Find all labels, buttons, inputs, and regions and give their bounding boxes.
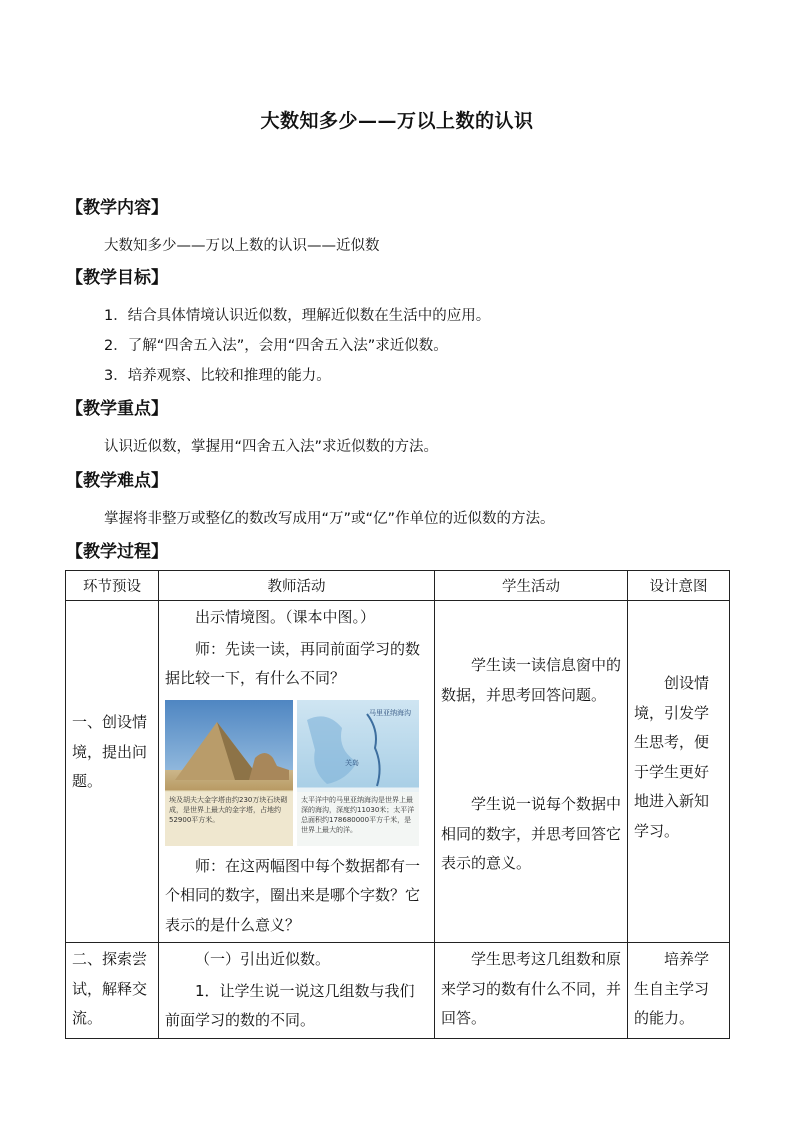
teacher-text-1: （一）引出近似数。 <box>195 950 331 968</box>
teacher-cell <box>159 943 435 1039</box>
intent-text: 培养学生自主学习的能力。 <box>634 950 710 1027</box>
student-text-1: 学生读一读信息窗中的数据，并思考回答问题。 <box>441 656 622 704</box>
student-cell <box>435 943 628 1039</box>
student-cell <box>435 601 628 943</box>
goal-item-1: 1．结合具体情境认识近似数，理解近似数在生活中的应用。 <box>104 308 491 324</box>
map-label-trench: 马里亚纳海沟 <box>369 708 411 717</box>
header-student: 学生活动 <box>435 571 628 601</box>
stage-text: 一、创设情境，提出问题。 <box>72 713 148 791</box>
heading-content: 【教学内容】 <box>66 198 168 218</box>
header-stage: 环节预设 <box>66 571 159 601</box>
stage-cell <box>66 943 159 1039</box>
stage-cell <box>66 601 159 943</box>
student-text-2: 学生说一说每个数据中相同的数字，并思考回答它表示的意义。 <box>441 795 622 872</box>
teacher-text-2: 1．让学生说一说这几组数与我们前面学习的数的不同。 <box>165 981 415 1029</box>
teacher-text-2: 师：先读一读，再同前面学习的数据比较一下，有什么不同？ <box>165 639 421 687</box>
ocean-caption: 太平洋中的马里亚纳海沟是世界上最深的海沟，深度约11030米；太平洋总面积约178680000平方千米，是世界上最大的洋。 <box>297 792 419 846</box>
pyramid-caption: 埃及胡夫大金字塔由约230万块石块砌成，是世界上最大的金字塔，占地约52900平方米。 <box>165 792 293 846</box>
table-row <box>66 601 730 943</box>
header-intent: 设计意图 <box>628 571 730 601</box>
heading-goals: 【教学目标】 <box>66 268 168 288</box>
stage-text: 二、探索尝试，解释交流。 <box>72 950 148 1027</box>
intent-text: 创设情境，引发学生思考，便于学生更好地进入新知学习。 <box>634 674 710 840</box>
map-label-guam: 关岛 <box>345 758 359 767</box>
intent-cell <box>628 601 730 943</box>
goal-item-3: 3．培养观察、比较和推理的能力。 <box>104 368 331 384</box>
heading-key-points: 【教学重点】 <box>66 399 168 419</box>
teacher-text-1: 出示情境图。（课本中图。） <box>195 608 376 626</box>
heading-process: 【教学过程】 <box>66 542 168 562</box>
content-text: 大数知多少——万以上数的认识——近似数 <box>104 238 380 254</box>
pyramid-image <box>165 700 293 846</box>
header-teacher: 教师活动 <box>159 571 435 601</box>
difficulties-text: 掌握将非整万或整亿的数改写成用“万”或“亿”作单位的近似数的方法。 <box>104 511 555 527</box>
process-table <box>65 570 730 1039</box>
textbook-figure <box>165 700 419 846</box>
key-points-text: 认识近似数，掌握用“四舍五入法”求近似数的方法。 <box>104 439 439 455</box>
goal-item-2: 2．了解“四舍五入法”，会用“四舍五入法”求近似数。 <box>104 338 448 354</box>
intent-cell <box>628 943 730 1039</box>
teacher-cell <box>159 601 435 943</box>
ocean-map-image <box>297 700 419 846</box>
page-title: 大数知多少——万以上数的认识 <box>260 110 534 132</box>
table-row <box>66 943 730 1039</box>
teacher-text-3: 师：在这两幅图中每个数据都有一个相同的数字，圈出来是哪个字数？它表示的是什么意义？ <box>165 856 421 934</box>
student-text-1: 学生思考这几组数和原来学习的数有什么不同，并回答。 <box>441 950 622 1027</box>
pyramid-graphic <box>165 700 293 792</box>
table-header-row <box>66 571 730 601</box>
heading-difficulties: 【教学难点】 <box>66 471 168 491</box>
